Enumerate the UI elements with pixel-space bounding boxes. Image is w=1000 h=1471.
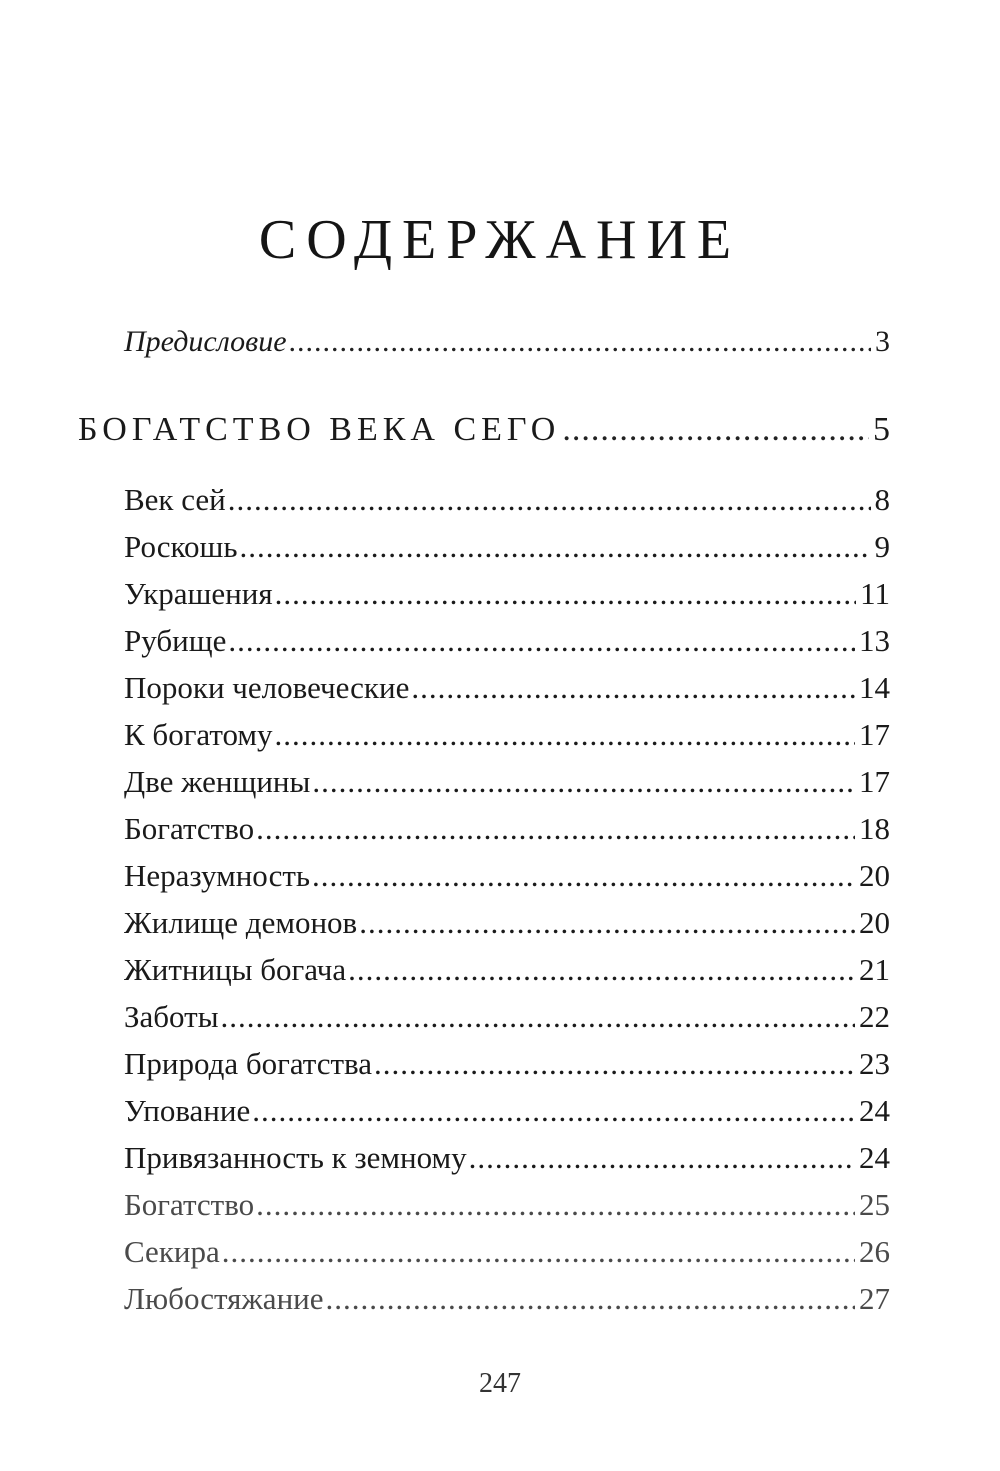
toc-entry-label: Украшения bbox=[124, 576, 273, 611]
dot-leader bbox=[275, 711, 855, 758]
page-title: СОДЕРЖАНИЕ bbox=[258, 209, 742, 271]
toc-entry-page: 20 bbox=[859, 905, 890, 940]
toc-entry-label: Богатство bbox=[124, 811, 255, 846]
dot-leader bbox=[228, 617, 855, 664]
toc-entry-label: Заботы bbox=[124, 999, 219, 1034]
toc-entry-label: Привязанность к земному bbox=[124, 1140, 467, 1175]
toc-entry-label: Житницы богача bbox=[124, 952, 347, 987]
dot-leader bbox=[374, 1040, 855, 1087]
toc-entry bbox=[124, 570, 890, 617]
dot-leader bbox=[256, 805, 855, 852]
toc-entry bbox=[124, 523, 890, 570]
toc-entry-page: 27 bbox=[859, 1281, 890, 1316]
toc-preface-page: 3 bbox=[875, 325, 890, 358]
toc-entry-label: Жилище демонов bbox=[124, 905, 358, 940]
dot-leader bbox=[562, 408, 869, 452]
toc-entry bbox=[124, 1134, 890, 1181]
toc-entry-page: 14 bbox=[859, 670, 890, 705]
toc-entry-page: 20 bbox=[859, 858, 890, 893]
toc-entry-page: 17 bbox=[859, 764, 890, 799]
toc-section-page: 5 bbox=[873, 411, 890, 448]
dot-leader bbox=[411, 664, 855, 711]
toc-entry bbox=[124, 664, 890, 711]
toc-preface-label: Предисловие bbox=[124, 325, 287, 358]
toc-preface-row bbox=[124, 322, 890, 362]
dot-leader bbox=[312, 852, 855, 899]
toc-entry bbox=[124, 899, 890, 946]
toc-entry-label: К богатому bbox=[124, 717, 273, 752]
toc-entry-label: Рубище bbox=[124, 623, 227, 658]
toc-entry bbox=[124, 852, 890, 899]
toc-entry-label: Любостяжание bbox=[124, 1281, 324, 1316]
toc-entry-label: Две женщины bbox=[124, 764, 311, 799]
toc-entry bbox=[124, 617, 890, 664]
toc-entry-page: 21 bbox=[859, 952, 890, 987]
toc-section-label: БОГАТСТВО ВЕКА СЕГО bbox=[78, 411, 561, 448]
dot-leader bbox=[348, 946, 855, 993]
dot-leader bbox=[240, 523, 871, 570]
dot-leader bbox=[222, 1228, 855, 1275]
dot-leader bbox=[359, 899, 855, 946]
toc-entry-label: Роскошь bbox=[124, 529, 238, 564]
toc-entry-page: 26 bbox=[859, 1234, 890, 1269]
toc-entry-page: 23 bbox=[859, 1046, 890, 1081]
toc-entry-page: 25 bbox=[859, 1187, 890, 1222]
toc-entry bbox=[124, 805, 890, 852]
toc-entries bbox=[124, 476, 890, 1322]
toc-entry-page: 8 bbox=[874, 482, 890, 517]
dot-leader bbox=[252, 1087, 855, 1134]
toc-entry-label: Секира bbox=[124, 1234, 220, 1269]
dot-leader bbox=[256, 1181, 855, 1228]
toc-entry bbox=[124, 1087, 890, 1134]
dot-leader bbox=[275, 570, 857, 617]
toc-entry bbox=[124, 1228, 890, 1275]
toc-entry-page: 17 bbox=[859, 717, 890, 752]
toc-section-row bbox=[78, 408, 890, 452]
toc-entry bbox=[124, 1181, 890, 1228]
dot-leader bbox=[221, 993, 855, 1040]
dot-leader bbox=[469, 1134, 855, 1181]
toc-entry-label: Упование bbox=[124, 1093, 251, 1128]
toc-entry-page: 24 bbox=[859, 1140, 890, 1175]
toc-entry bbox=[124, 476, 890, 523]
toc-entry bbox=[124, 711, 890, 758]
dot-leader bbox=[228, 476, 871, 523]
dot-leader bbox=[326, 1275, 855, 1322]
toc-entry bbox=[124, 1040, 890, 1087]
toc-entry-page: 13 bbox=[859, 623, 890, 658]
toc-entry-label: Богатство bbox=[124, 1187, 255, 1222]
toc-entry-label: Неразумность bbox=[124, 858, 311, 893]
toc-entry-page: 11 bbox=[860, 576, 890, 611]
toc-entry-label: Природа богатства bbox=[124, 1046, 373, 1081]
toc-entry-page: 9 bbox=[874, 529, 890, 564]
dot-leader bbox=[289, 322, 871, 362]
toc-entry bbox=[124, 758, 890, 805]
toc-entry bbox=[124, 946, 890, 993]
toc-entry-label: Пороки человеческие bbox=[124, 670, 410, 705]
toc-entry-page: 22 bbox=[859, 999, 890, 1034]
toc-entry bbox=[124, 993, 890, 1040]
toc-entry-page: 18 bbox=[859, 811, 890, 846]
dot-leader bbox=[312, 758, 855, 805]
toc-entry bbox=[124, 1275, 890, 1322]
toc-entry-label: Век сей bbox=[124, 482, 226, 517]
toc-entry-page: 24 bbox=[859, 1093, 890, 1128]
page-number: 247 bbox=[479, 1368, 521, 1399]
